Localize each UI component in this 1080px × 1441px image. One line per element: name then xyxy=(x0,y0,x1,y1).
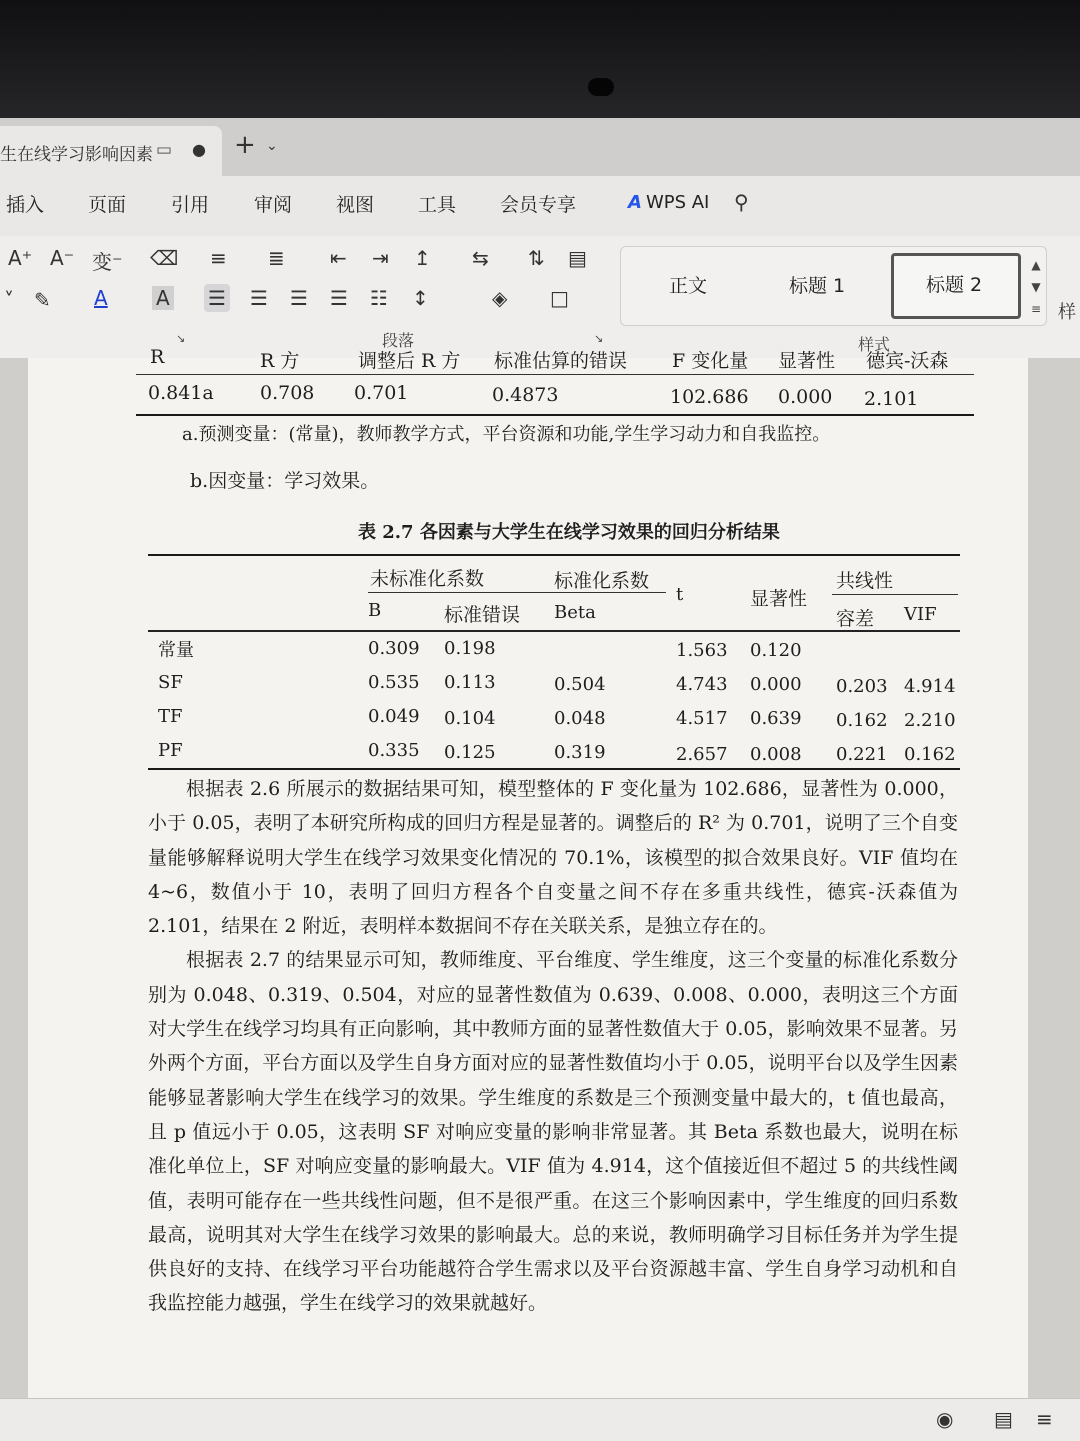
paragraph-dialog-launcher-icon[interactable]: ↘ xyxy=(594,332,604,345)
table26-note-a: a.预测变量：(常量)，教师教学方式，平台资源和功能,学生学习动力和自我监控。 xyxy=(182,424,831,445)
wps-ai-label: WPS AI xyxy=(645,192,710,213)
table27-cell: 4.517 xyxy=(676,708,728,729)
distributed-align-icon[interactable]: ☷ xyxy=(370,286,388,310)
laptop-bezel xyxy=(0,0,1080,120)
eraser-icon[interactable]: ⌫ xyxy=(150,246,179,270)
chevron-up-icon[interactable]: ▲ xyxy=(1031,258,1041,272)
sort-icon[interactable]: ⇅ xyxy=(528,246,545,270)
align-left-icon[interactable]: ☰ xyxy=(204,284,230,312)
phonetic-guide-button[interactable]: 变⁻ xyxy=(92,250,123,274)
table27-header-b: B xyxy=(368,600,382,621)
document-page[interactable] xyxy=(28,346,1028,1398)
table26-header-partial xyxy=(28,346,1028,372)
justify-icon[interactable]: ☰ xyxy=(330,286,348,310)
show-marks-icon[interactable]: ▤ xyxy=(568,246,587,270)
chevron-down-icon[interactable]: ⌄ xyxy=(266,138,278,154)
chevron-down-icon[interactable]: ˅ xyxy=(4,288,14,312)
style-heading-1[interactable]: 标题 1 xyxy=(789,275,846,297)
table27-header-se: 标准错误 xyxy=(444,604,521,626)
table26-header: 调整后 R 方 xyxy=(358,350,461,372)
menu-view[interactable]: 视图 xyxy=(336,194,375,216)
page-view-icon[interactable]: ▤ xyxy=(994,1407,1013,1431)
table27-bottom-rule xyxy=(148,768,960,770)
bullet-list-icon[interactable]: ≡ xyxy=(210,246,227,270)
outline-view-icon[interactable]: ≡ xyxy=(1036,1407,1053,1431)
font-dialog-launcher-icon[interactable]: ↘ xyxy=(176,332,186,345)
table26-header: R 方 xyxy=(260,350,300,372)
menu-insert[interactable]: 插入 xyxy=(6,194,45,216)
table26-cell: 0.000 xyxy=(778,386,833,408)
table27-cell: 0.104 xyxy=(444,708,496,729)
table26-cell: 102.686 xyxy=(670,386,749,408)
expand-gallery-icon[interactable]: ≡ xyxy=(1030,302,1042,316)
table27-header-rule xyxy=(148,630,960,632)
table27-cell: 2.657 xyxy=(676,744,728,765)
wps-writer-window xyxy=(0,118,1080,1440)
table26-header: R xyxy=(150,346,165,368)
ribbon-toolbar xyxy=(0,236,1080,359)
table27-header-sig: 显著性 xyxy=(750,588,808,610)
table27-cell: 0.309 xyxy=(368,638,420,659)
table27-cell: 0.504 xyxy=(554,674,606,695)
table27-row-label: SF xyxy=(158,672,183,693)
line-spacing-icon[interactable]: ↕ xyxy=(412,286,429,310)
menu-references[interactable]: 引用 xyxy=(171,194,210,216)
styles-group-label: 样式 xyxy=(858,335,891,354)
decrease-indent-icon[interactable]: ⇤ xyxy=(330,246,347,270)
table27-cell: 0.203 xyxy=(836,676,888,697)
wps-ai-logo-icon: A xyxy=(628,192,642,213)
table27-cell: 0.335 xyxy=(368,740,420,761)
table27-top-rule xyxy=(148,554,960,556)
text-direction-icon[interactable]: ↥ xyxy=(414,246,431,270)
table27-header-std: 标准化系数 xyxy=(554,570,650,592)
numbered-list-icon[interactable]: ≣ xyxy=(268,246,285,270)
search-icon[interactable]: ⚲ xyxy=(734,190,749,214)
table26-header: 显著性 xyxy=(778,350,836,372)
table27-cell: 0.125 xyxy=(444,742,496,763)
table26-note-b: b.因变量：学习效果。 xyxy=(190,470,380,492)
camera-notch xyxy=(588,78,614,96)
table26-cell: 0.701 xyxy=(354,382,409,404)
table27-cell: 4.743 xyxy=(676,674,728,695)
wps-ai-button[interactable] xyxy=(628,192,709,213)
table26-header: 德宾-沃森 xyxy=(866,350,949,372)
table27-cell: 4.914 xyxy=(904,676,956,697)
paragraph: 根据表 2.7 的结果显示可知，教师维度、平台维度、学生维度，这三个变量的标准化系数分别为 0.048、0.319、0.504，对应的显著性数值为 0.639、0.008、0.000，表明这三个方面对大学生在线学习均具有正向影响，其中教师方面的显著性数值大于 0.05，影响效果不显著。另外两个方面，平台方面以及学生自身方面对应的显著性数值均小于 0.05，说明平台以及学生因素能够显著影响大学生在线学习的效果。学生维度的系数是三个预测变量中最大的，t 值也最高，且 p 值远小于 0.05，这表明 SF 对响应变量的影响非常显著。其 Beta 系数也最大，说明在标准化单位上，SF 对响应变量的影响最大。VIF 值为 4.914，这个值接近但不超过 5 的共线性阈值，表明可能存在一些共线性问题，但不是很严重。在这三个影响因素中，学生维度的回归系数最高，说明其对大学生在线学习效果的影响最大。总的来说，教师明确学习目标任务并为学生提供良好的支持、在线学习平台功能越符合学生需求以及平台资源越丰富、学生自身学习动机和自我监控能力越强，学生在线学习的效果就越好。 xyxy=(148,949,958,1315)
menu-bar xyxy=(0,176,1080,236)
table27-header-t: t xyxy=(676,584,684,605)
font-color-button[interactable]: A xyxy=(94,286,108,310)
align-right-icon[interactable]: ☰ xyxy=(290,286,308,310)
chevron-down-icon[interactable]: ▼ xyxy=(1031,280,1041,294)
document-tab-title: 生在线学习影响因素 xyxy=(0,145,153,165)
style-heading-2[interactable] xyxy=(891,253,1021,319)
table27-header-collinearity: 共线性 xyxy=(836,570,894,592)
table26-cell: 2.101 xyxy=(864,388,919,410)
table27-header-vif: VIF xyxy=(904,604,937,625)
menu-tools[interactable]: 工具 xyxy=(418,194,457,216)
font-grow-button[interactable]: A⁺ xyxy=(8,246,33,270)
paragraph-group-label: 段落 xyxy=(382,331,415,350)
table27-coef-rule xyxy=(368,592,666,593)
table27-cell: 0.000 xyxy=(750,674,802,695)
font-shrink-button[interactable]: A⁻ xyxy=(50,246,75,270)
char-shading-button[interactable]: A xyxy=(152,286,174,310)
table26-header: F 变化量 xyxy=(672,350,749,372)
table27-cell: 2.210 xyxy=(904,710,956,731)
monitor-icon[interactable]: ▭ xyxy=(156,140,173,160)
styles-gallery xyxy=(620,246,1047,326)
table27-cell: 0.120 xyxy=(750,640,802,661)
paragraph: 根据表 2.6 所展示的数据结果可知，模型整体的 F 变化量为 102.686，显著性为 0.000，小于 0.05，表明了本研究所构成的回归方程是显著的。调整后的 R² 为 0.701，说明了三个自变量能够解释说明大学生在线学习效果变化情况的 70.1%，该模型的拟合效果良好。VIF 值均在 4~6，数值小于 10，表明了回归方程各个自变量之间不存在多重共线性，德宾-沃森值为 2.101，结果在 2 附近，表明样本数据间不存在关联关系，是独立存在的。 xyxy=(148,778,958,938)
border-icon[interactable]: □ xyxy=(550,286,569,310)
style-heading-2-label: 标题 2 xyxy=(926,274,983,296)
table26-cell: 0.4873 xyxy=(492,384,559,406)
table27-cell: 0.535 xyxy=(368,672,420,693)
table26-cell: 0.708 xyxy=(260,382,315,404)
styles-scroll[interactable] xyxy=(1025,254,1047,324)
table27-header-unstd: 未标准化系数 xyxy=(370,568,485,590)
document-area xyxy=(0,346,1080,1398)
table27-cell: 0.162 xyxy=(836,710,888,731)
menu-member[interactable]: 会员专享 xyxy=(500,194,577,216)
table27-cell: 0.198 xyxy=(444,638,496,659)
table27-cell: 0.008 xyxy=(750,744,802,765)
status-bar xyxy=(0,1398,1080,1441)
new-tab-button[interactable]: + xyxy=(234,130,256,160)
table27-row-label: PF xyxy=(158,740,183,761)
table26-rule xyxy=(136,374,974,375)
sort-swap-icon[interactable]: ⇆ xyxy=(472,246,489,270)
table27-row-label: 常量 xyxy=(158,640,194,661)
unsaved-dot-icon[interactable]: ● xyxy=(192,140,206,159)
table26-bottom-rule xyxy=(136,414,974,416)
table27-cell: 0.639 xyxy=(750,708,802,729)
menu-page[interactable]: 页面 xyxy=(88,194,127,216)
table27-cell: 1.563 xyxy=(676,640,728,661)
table27-header-beta: Beta xyxy=(554,602,596,623)
style-normal[interactable]: 正文 xyxy=(669,275,708,297)
table27-cell: 0.113 xyxy=(444,672,496,693)
style-pane-button[interactable]: 样 xyxy=(1058,302,1076,323)
table27-cell: 0.049 xyxy=(368,706,420,727)
increase-indent-icon[interactable]: ⇥ xyxy=(372,246,389,270)
table27-cell: 0.162 xyxy=(904,744,956,765)
highlight-pen-icon[interactable]: ✎ xyxy=(34,288,51,312)
eye-icon[interactable]: ◉ xyxy=(936,1407,954,1431)
menu-review[interactable]: 审阅 xyxy=(254,194,293,216)
body-text xyxy=(148,772,958,1321)
table26-header: 标准估算的错误 xyxy=(494,350,628,372)
align-center-icon[interactable]: ☰ xyxy=(250,286,268,310)
table27-row-label: TF xyxy=(158,706,183,727)
table27-header-tolerance: 容差 xyxy=(836,608,875,630)
table27-cell: 0.319 xyxy=(554,742,606,763)
table27-cell: 0.221 xyxy=(836,744,888,765)
document-tab[interactable] xyxy=(0,126,222,176)
table27-col-rule xyxy=(832,594,958,595)
table27-cell: 0.048 xyxy=(554,708,606,729)
table27-caption: 表 2.7 各因素与大学生在线学习效果的回归分析结果 xyxy=(358,522,780,543)
table26-cell: 0.841a xyxy=(148,382,214,404)
shading-bucket-icon[interactable]: ◈ xyxy=(492,286,508,310)
tab-bar xyxy=(0,118,1080,176)
